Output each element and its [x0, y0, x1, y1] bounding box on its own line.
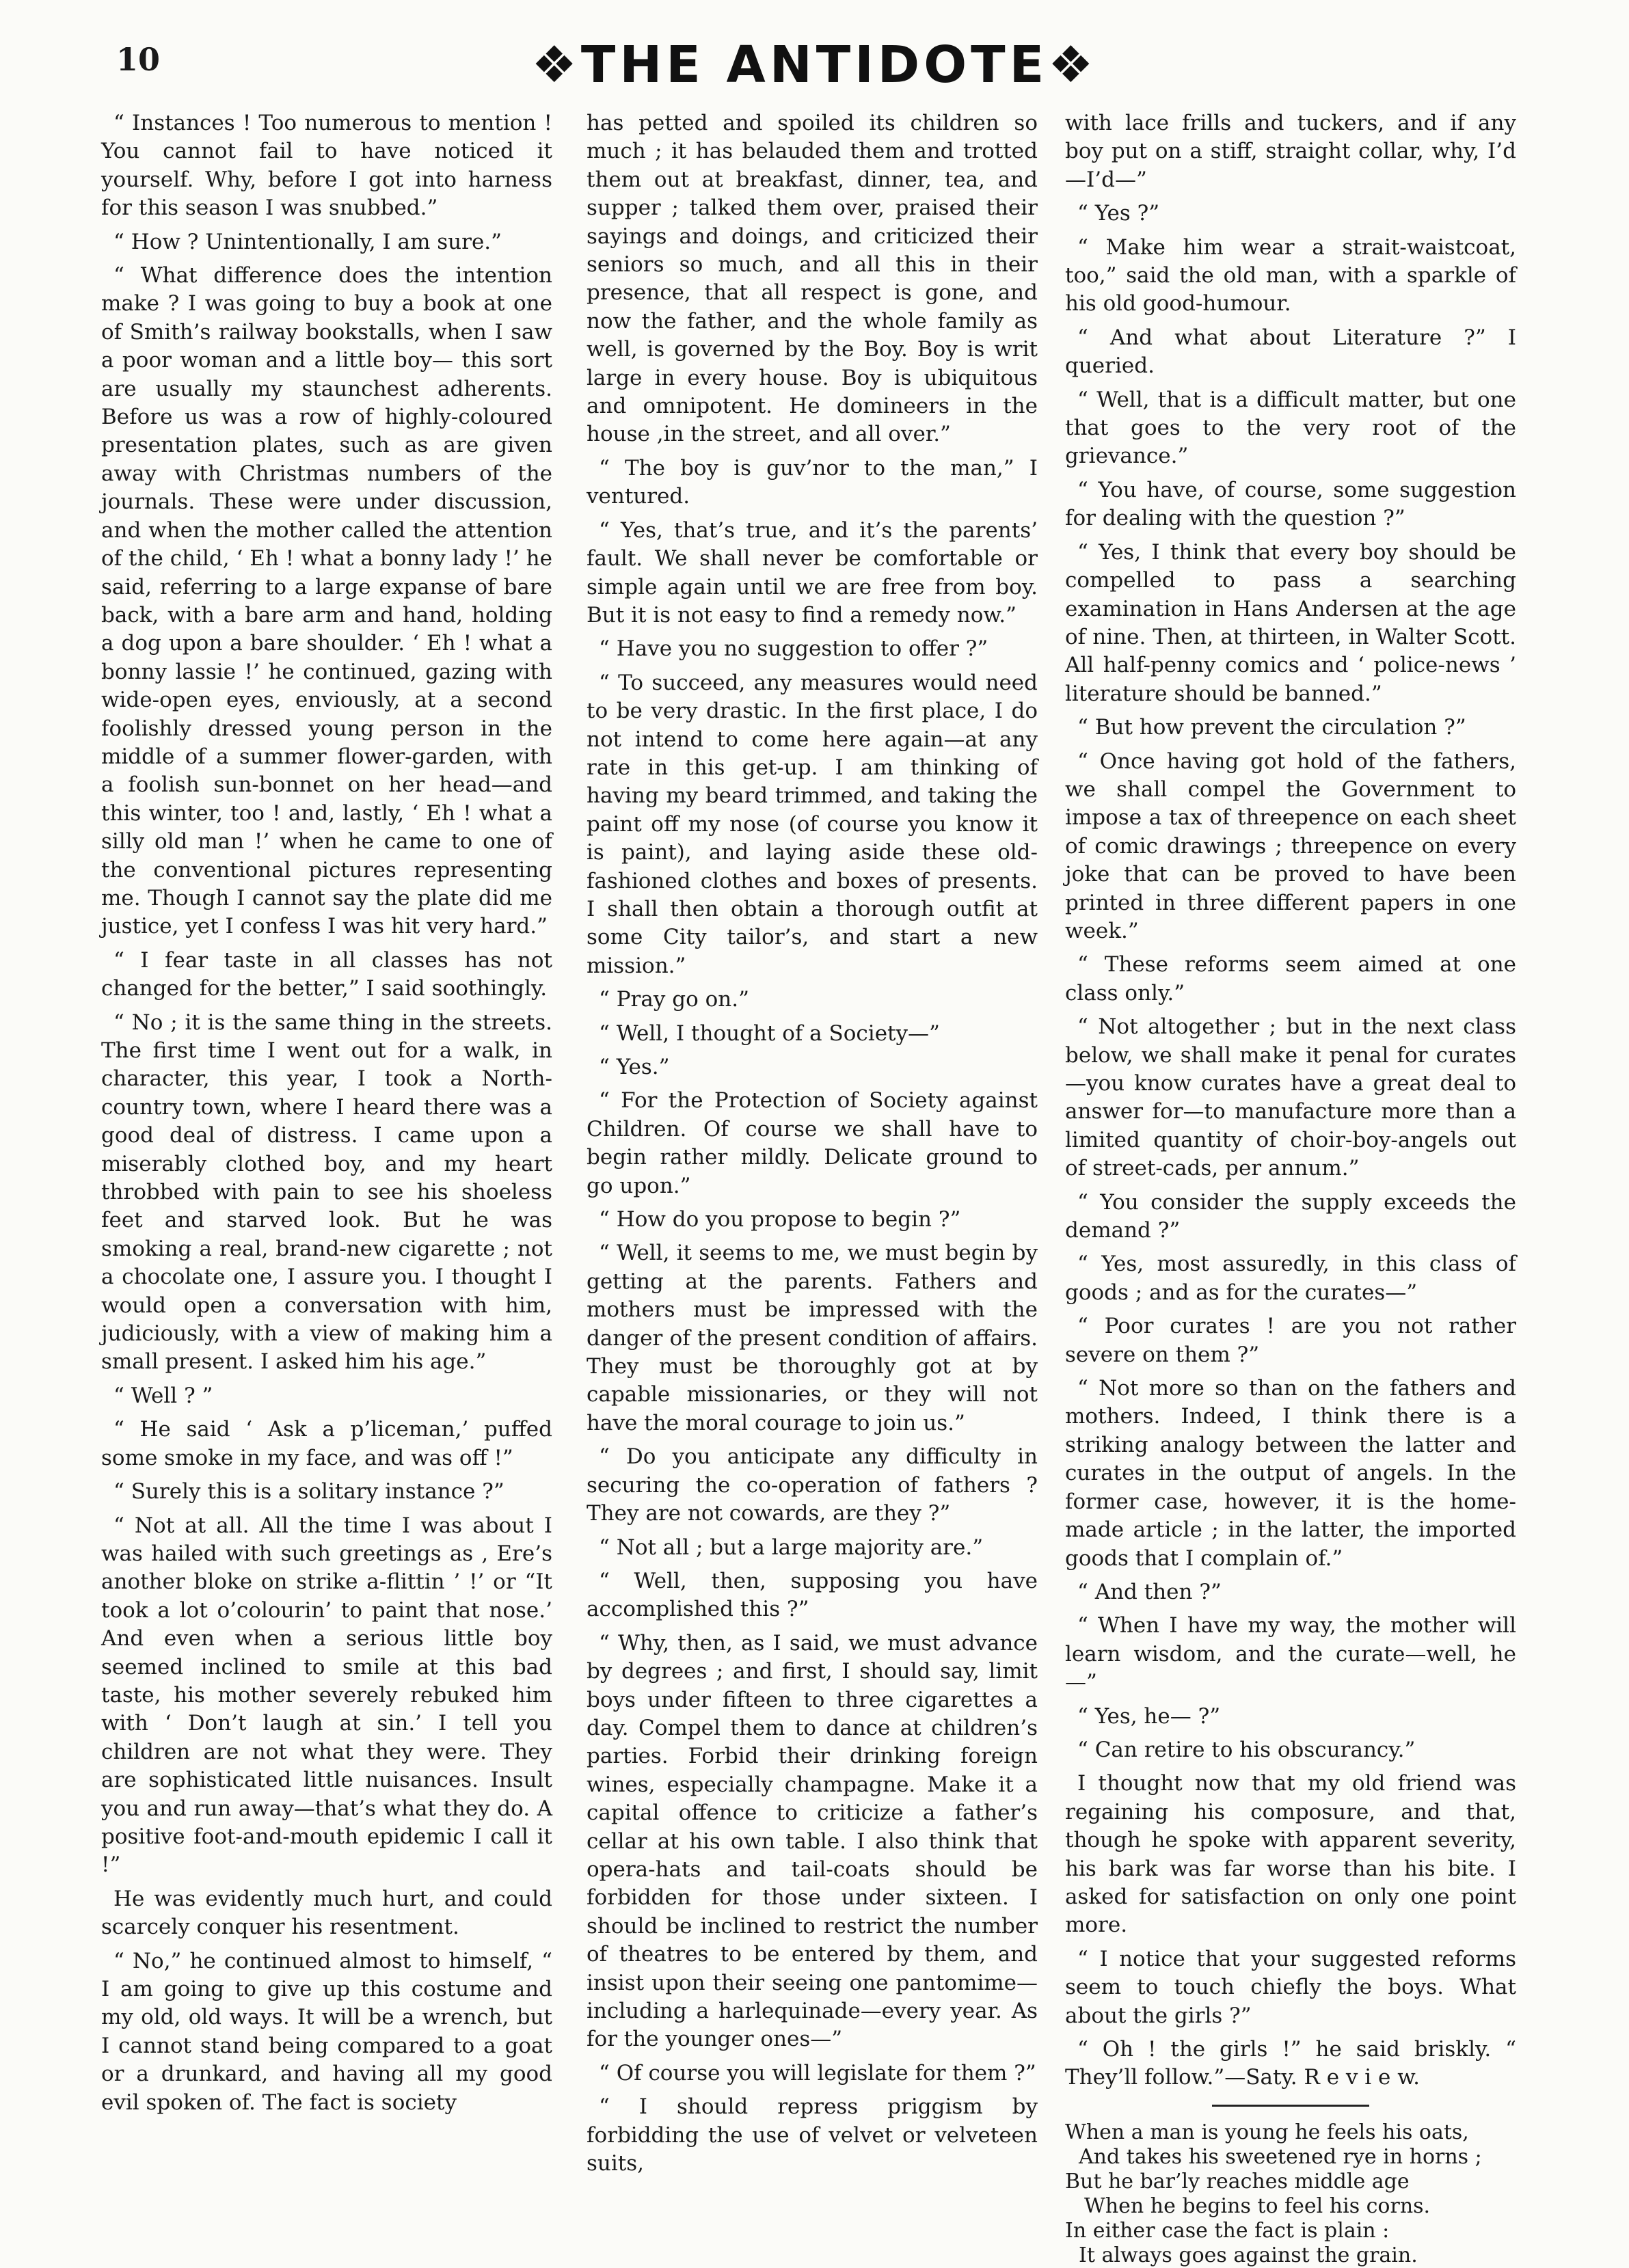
- paragraph: “ These reforms seem aimed at one class only.”: [1065, 952, 1516, 1005]
- poem-line: It always goes against the grain.: [1079, 2243, 1418, 2267]
- paragraph: “ Yes.”: [599, 1055, 670, 1079]
- paragraph: He was evidently much hurt, and could scarcely conquer his resentment.: [101, 1886, 552, 1940]
- paragraph: “ Not more so than on the fathers and mothers. Indeed, I think there is a striking analogy between the latter and curates in the output of angels. In the former case, however, it is the home-made article ; in the latter, the imported goods that I complain of.”: [1065, 1376, 1516, 1571]
- paragraph: “ For the Protection of Society against Children. Of course we shall have to begin rather mildly. Delicate ground to go upon.”: [587, 1088, 1038, 1198]
- paragraph: “ Yes, I think that every boy should be compelled to pass a searching examination in Hans Andersen at the age of nine. Then, at thirteen, in Walter Scott. All half-penny comics and ‘ police-news ’ literature should be banned.”: [1065, 539, 1516, 706]
- paragraph: “ Not all ; but a large majority are.”: [599, 1535, 984, 1560]
- paragraph: “ When I have my way, the mother will learn wisdom, and the curate—well, he —”: [1065, 1613, 1516, 1695]
- article-column-1: [101, 109, 552, 2201]
- paragraph: “ Pray go on.”: [599, 987, 749, 1012]
- paragraph: “ Yes, that’s true, and it’s the parents’ fault. We shall never be comfortable or simple again until we are free from boy. But it is not easy to find a remedy now.”: [587, 517, 1038, 627]
- paragraph: “ You consider the supply exceeds the demand ?”: [1065, 1189, 1516, 1243]
- paragraph: “ Not at all. All the time I was about I was hailed with such greetings as , Ere’s another bloke on strike a-flittin ’ !’ or “It took a lot o’colourin’ to paint that nose.’ And even when a serious little boy seemed inclined to smile at this bad taste, his mother severely rebuked him with ‘ Don’t laugh at sin.’ I tell you children are not what they were. They are sophisticated little nuisances. Insult you and run away—that’s what they do. A positive foot-and-mouth epidemic I call it !”: [101, 1513, 552, 1878]
- paragraph: “ Have you no suggestion to offer ?”: [599, 636, 988, 662]
- paragraph: “ Oh ! the girls !” he said briskly. “ They’ll follow.”—Saty. R e v i e w.: [1065, 2037, 1516, 2090]
- paragraph: “ Once having got hold of the fathers, we shall compel the Government to impose a tax of threepence on each sheet of comic drawings ; threepence on every joke that can be proved to have been printed in three different papers in one week.”: [1065, 748, 1516, 943]
- poem-line: When a man is young he feels his oats,: [1065, 2120, 1469, 2144]
- paragraph: “ What difference does the intention make ? I was going to buy a book at one of Smith’s railway bookstalls, when I saw a poor woman and a little boy— this sort are usually my staunchest adherents. Before us was a row of highly-coloured presentation plates, such as are given away with Christmas numbers of the journals. These were under discussion, and when the mother called the attention of the child, ‘ Eh ! what a bonny lady !’ he said, referring to a large expanse of bare back, with a bare arm and hand, holding a dog upon a bare shoulder. ‘ Eh ! what a bonny lassie !’ he continued, gazing with wide-open eyes, enviously, at a second foolishly dressed young person in the middle of a summer flower-garden, with a foolish sun-bonnet on her head—and this winter, too ! and, lastly, ‘ Eh ! what a silly old man !’ when he came to one of the conventional pictures representing me. Though I cannot say the plate did me justice, yet I confess I was hit very hard.”: [101, 263, 552, 939]
- paragraph: “ I notice that your suggested reforms seem to touch chiefly the boys. What about the girls ?”: [1065, 1946, 1516, 2028]
- poem-line: In either case the fact is plain :: [1065, 2218, 1390, 2243]
- page-number: 10: [116, 41, 161, 78]
- paragraph: “ To succeed, any measures would need to be very drastic. In the first place, I do not intend to come here again—at any rate in this get-up. I am thinking of having my beard trimmed, and taking the paint off my nose (of course you know it is paint), and laying aside these old-fashioned clothes and boxes of presents. I shall then obtain a thorough outfit at some City tailor’s, and start a new mission.”: [587, 670, 1038, 978]
- paragraph: “ Well, it seems to me, we must begin by getting at the parents. Fathers and mothers must be impressed with the danger of the present condition of affairs. They must be thoroughly got at by capable missionaries, or they will not have the moral courage to join us.”: [587, 1241, 1038, 1435]
- paragraph: “ Well ? ”: [113, 1383, 213, 1408]
- article-column-3: [1065, 109, 1516, 2267]
- paragraph: “ Well, that is a difficult matter, but one that goes to the very root of the grievance.”: [1065, 387, 1516, 469]
- paragraph: “ But how prevent the circulation ?”: [1077, 715, 1466, 740]
- poem-line: And takes his sweetened rye in horns ;: [1079, 2144, 1482, 2169]
- paragraph: “ Make him wear a strait-waistcoat, too,” said the old man, with a sparkle of his old good-humour.: [1065, 234, 1516, 316]
- paragraph: “ Surely this is a solitary instance ?”: [113, 1479, 504, 1504]
- masthead-title: ❖THE ANTIDOTE❖: [531, 36, 1098, 94]
- paragraph: “ The boy is guv’nor to the man,” I ventured.: [587, 455, 1038, 509]
- poem-line: When he begins to feel his corns.: [1084, 2193, 1431, 2218]
- paragraph: “ You have, of course, some suggestion for dealing with the question ?”: [1065, 477, 1516, 531]
- paragraph: “ Well, then, supposing you have accomplished this ?”: [587, 1568, 1038, 1622]
- paragraph: “ Yes, he— ?”: [1077, 1703, 1221, 1729]
- paragraph: “ Do you anticipate any difficulty in securing the co-operation of fathers ? They are not cowards, are they ?”: [587, 1444, 1038, 1526]
- paragraph: “ And what about Literature ?” I queried.: [1065, 325, 1516, 379]
- paragraph: “ He said ‘ Ask a p’liceman,’ puffed some smoke in my face, and was off !”: [101, 1417, 552, 1470]
- paragraph: “ Yes, most assuredly, in this class of goods ; and as for the curates—”: [1065, 1252, 1516, 1305]
- paragraph: “ No ; it is the same thing in the streets. The first time I went out for a walk, in character, this year, I took a North-country town, where I heard there was a good deal of distress. I came upon a miserably clothed boy, and my heart throbbed with pain to see his shoeless feet and starved look. But he was smoking a real, brand-new cigarette ; not a chocolate one, I assure you. I thought I would open a conversation with him, judiciously, with a view of making him a small present. I asked him his age.”: [101, 1010, 552, 1375]
- paragraph: “ How do you propose to begin ?”: [599, 1207, 961, 1232]
- paragraph: I thought now that my old friend was regaining his composure, and that, though he spoke with apparent severity, his bark was far worse than his bite. I asked for satisfaction on only one point more.: [1065, 1771, 1516, 1938]
- paragraph: has petted and spoiled its children so much ; it has belauded them and trotted them out at breakfast, dinner, tea, and supper ; talked them over, praised their sayings and doings, and criticized their seniors so much, and all this in their presence, that all respect is gone, and now the father, and the whole family as well, is governed by the Boy. Boy is writ large in every house. Boy is ubiquitous and omnipotent. He domineers in the house ,in the street, and all over.”: [587, 111, 1038, 447]
- poem-line: But he bar’ly reaches middle age: [1065, 2169, 1410, 2193]
- section-divider: [1212, 2105, 1369, 2107]
- article-column-2: [587, 109, 1038, 2201]
- paragraph: “ Instances ! Too numerous to mention ! You cannot fail to have noticed it yourself. Why, before I got into harness for this season I was snubbed.”: [101, 111, 552, 221]
- paragraph: “ Can retire to his obscurancy.”: [1077, 1737, 1416, 1762]
- paragraph: “ How ? Unintentionally, I am sure.”: [113, 229, 502, 254]
- poem: [1065, 2120, 1516, 2268]
- paragraph: “ I should repress priggism by forbidding the use of velvet or velveteen suits,: [587, 2094, 1038, 2176]
- paragraph: “ And then ?”: [1077, 1579, 1222, 1604]
- paragraph: “ Well, I thought of a Society—”: [599, 1021, 940, 1046]
- paragraph: “ No,” he continued almost to himself, “ I am going to give up this costume and my old, old ways. It will be a wrench, but I cannot stand being compared to a goat or a drunkard, and having all my good evil spoken of. The fact is society: [101, 1948, 552, 2115]
- paragraph: “ Of course you will legislate for them ?”: [599, 2060, 1036, 2085]
- paragraph: “ Why, then, as I said, we must advance by degrees ; and first, I should say, limit boys under fifteen to three cigarettes a day. Compel them to dance at children’s parties. Forbid their drinking foreign wines, especially champagne. Make it a capital offence to criticize a father’s cellar at his own table. I also think that opera-hats and tail-coats should be forbidden for those under sixteen. I should be inclined to restrict the number of theatres to be entered by them, and insist upon their seeing one pantomime—including a harlequinade—every year. As for the younger ones—”: [587, 1630, 1038, 2052]
- paragraph: “ Not altogether ; but in the next class below, we shall make it penal for curates —you know curates have a great deal to answer for—to manufacture more than a limited quantity of choir-boy-angels out of street-cads, per annum.”: [1065, 1014, 1516, 1181]
- paragraph: “ Yes ?”: [1077, 201, 1160, 226]
- paragraph: “ I fear taste in all classes has not changed for the better,” I said soothingly.: [101, 947, 552, 1001]
- paragraph: with lace frills and tuckers, and if any boy put on a stiff, straight collar, why, I’d—I’d—”: [1065, 111, 1516, 192]
- paragraph: “ Poor curates ! are you not rather severe on them ?”: [1065, 1314, 1516, 1367]
